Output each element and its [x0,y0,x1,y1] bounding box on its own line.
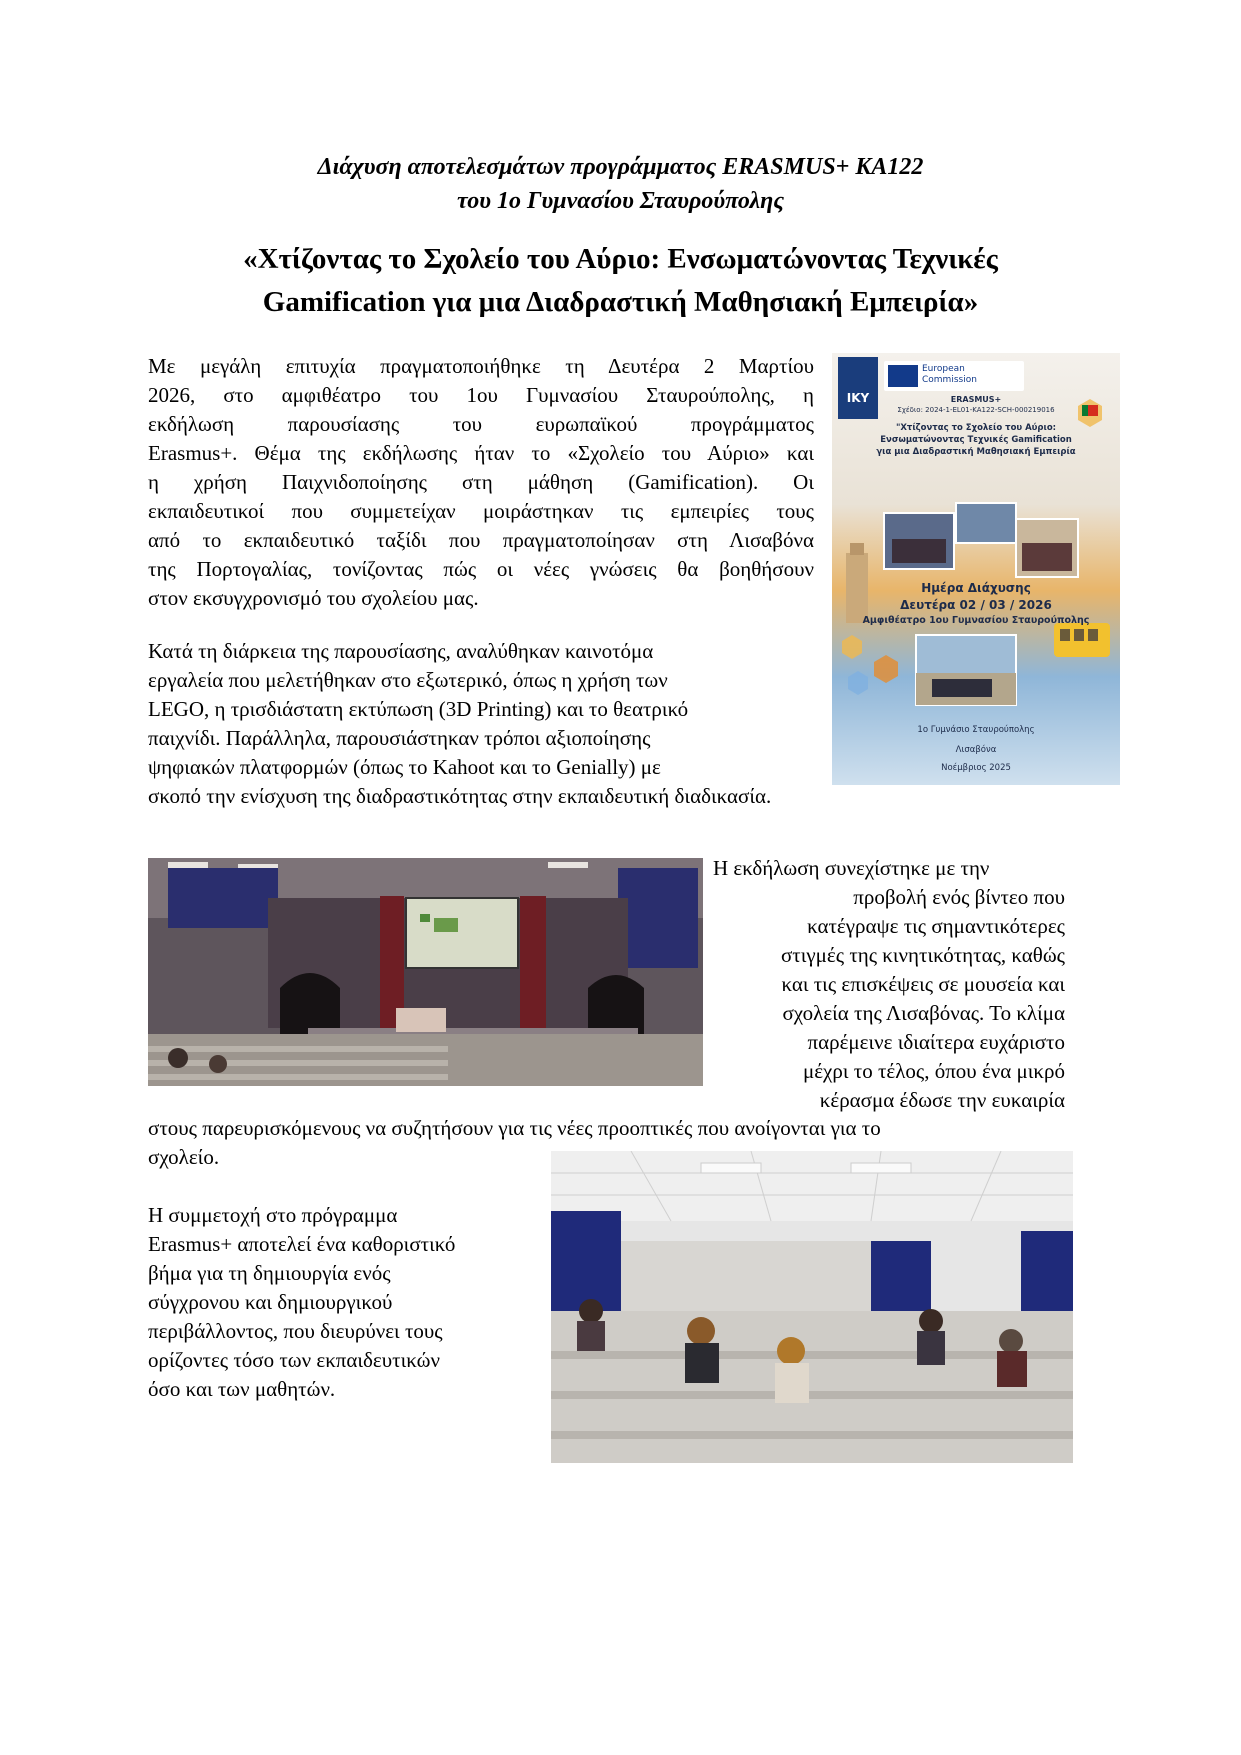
paragraph-line: κέρασμα έδωσε την ευκαιρία [819,1088,1065,1112]
paragraph-line: 2026, στο αμφιθέατρο του 1ου Γυμνασίου Σταυρούπολης, η [148,383,814,407]
paragraph-line: Erasmus+ αποτελεί ένα καθοριστικό [148,1232,456,1256]
paragraph-line: Κατά τη διάρκεια της παρουσίασης, αναλύθηκαν καινοτόμα [148,639,654,663]
paragraph-line: παιχνίδι. Παράλληλα, παρουσιάστηκαν τρόποι αξιοποίησης [148,726,651,750]
paragraph-line: σκοπό την ενίσχυση της διαδραστικότητας στην εκπαιδευτική διαδικασία. [148,784,772,808]
paragraph-line: ψηφιακών πλατφορμών (όπως το Kahoot και το Genially) με [148,755,661,779]
paragraph-line: από το εκπαιδευτικό ταξίδι που πραγματοποίησαν στη Λισαβόνα [148,528,814,552]
iky-label: IKY [846,391,870,405]
paragraph-line: μέχρι το τέλος, όπου ένα μικρό [802,1059,1065,1083]
auditorium-stage-photo [148,858,703,1086]
poster-title-line-1: "Χτίζοντας το Σχολείο του Αύριο: [895,423,1057,433]
paragraph-line: στιγμές της κινητικότητας, καθώς [780,943,1065,967]
poster-school-label: 1ο Γυμνάσιο Σταυρούπολης [917,725,1035,735]
ec-label [922,364,977,386]
paragraph-line: LEGO, η τρισδιάστατη εκτύπωση (3D Printing) και το θεατρικό [148,697,689,721]
paragraph-line: Erasmus+. Θέμα της εκδήλωσης ήταν το «Σχολείο του Αύριο» και [148,441,814,465]
paragraph-line: ορίζοντες τόσο των εκπαιδευτικών [148,1348,440,1372]
paragraph-line: και τις επισκέψεις σε μουσεία και [781,972,1065,996]
paragraph-conclusion [148,1201,528,1404]
paragraph-line: Με μεγάλη επιτυχία πραγματοποιήθηκε τη Δευτέρα 2 Μαρτίου [148,354,814,378]
paragraph-line: εκδήλωση παρουσίασης του ευρωπαϊκού προγράμματος [148,412,814,436]
poster-month-label: Νοέμβριος 2025 [941,763,1011,773]
document-title-line-1: «Χτίζοντας το Σχολείο του Αύριο: Ενσωματώνοντας Τεχνικές [243,243,998,275]
paragraph-line: σχολείο. [148,1145,220,1169]
eu-flag-icon [888,365,918,387]
paragraph-line: σύγχρονου και δημιουργικού [148,1290,393,1314]
poster-date-label: Δευτέρα 02 / 03 / 2026 [900,598,1052,612]
paragraph-tools [148,637,948,811]
paragraph-line: περιβάλλοντος, που διευρύνει τους [148,1319,443,1343]
paragraph-line: της Πορτογαλίας, τονίζοντας πώς οι νέες γνώσεις θα βοηθήσουν [148,557,814,581]
paragraph-line: σχολεία της Λισαβόνας. Το κλίμα [782,1001,1065,1025]
paragraph-line: Η συμμετοχή στο πρόγραμμα [148,1203,398,1227]
paragraph-line: παρέμεινε ιδιαίτερα ευχάριστο [807,1030,1065,1054]
paragraph-line: στους παρευρισκόμενους να συζητήσουν για τις νέες προοπτικές που ανοίγονται για το [148,1116,881,1140]
european-commission-logo [884,361,1024,391]
ec-label-line-1: European [922,364,965,374]
document-title-line-2: Gamification για μια Διαδραστική Μαθησιακή Εμπειρία» [262,286,979,318]
paragraph-line: προβολή ενός βίντεο που [853,885,1065,909]
poster-project-code: Σχέδιο: 2024-1-EL01-KA122-SCH-000219016 [897,406,1055,414]
paragraph-line: εργαλεία που μελετήθηκαν στο εξωτερικό, όπως η χρήση των [148,668,668,692]
poster-day-label: Ημέρα Διάχυσης [921,581,1031,595]
paragraph-line: Η εκδήλωση συνεχίστηκε με την [713,856,990,880]
paragraph-video [713,854,1065,1115]
poster-title-line-3: για μια Διαδραστική Μαθησιακή Εμπειρία [876,447,1076,457]
paragraph-line: όσο και των μαθητών. [148,1377,336,1401]
document-subtitle-line-1: Διάχυση αποτελεσμάτων προγράμματος ERASMUS+ KA122 [317,154,924,180]
poster-venue-label: Αμφιθέατρο 1ου Γυμνασίου Σταυρούπολης [862,615,1090,626]
paragraph-intro [148,352,814,613]
document-subtitle-line-2: του 1ο Γυμνασίου Σταυρούπολης [456,188,785,214]
paragraph-line: εκπαιδευτικοί που συμμετείχαν μοιράστηκαν τις εμπειρίες τους [148,499,814,523]
poster-title-line-2: Ενσωματώνοντας Τεχνικές Gamification [880,435,1072,445]
paragraph-line: στον εκσυγχρονισμό του σχολείου μας. [148,586,479,610]
event-poster [832,353,1120,785]
paragraph-line: η χρήση Παιχνιδοποίησης στη μάθηση (Gamification). Οι [148,470,814,494]
poster-city-label: Λισαβόνα [955,745,997,755]
paragraph-line: κατέγραψε τις σημαντικότερες [807,914,1065,938]
paragraph-line: βήμα για τη δημιουργία ενός [148,1261,391,1285]
audience-photo [551,1151,1073,1463]
poster-program: ERASMUS+ [950,395,1002,404]
ec-label-line-2: Commission [922,375,977,385]
